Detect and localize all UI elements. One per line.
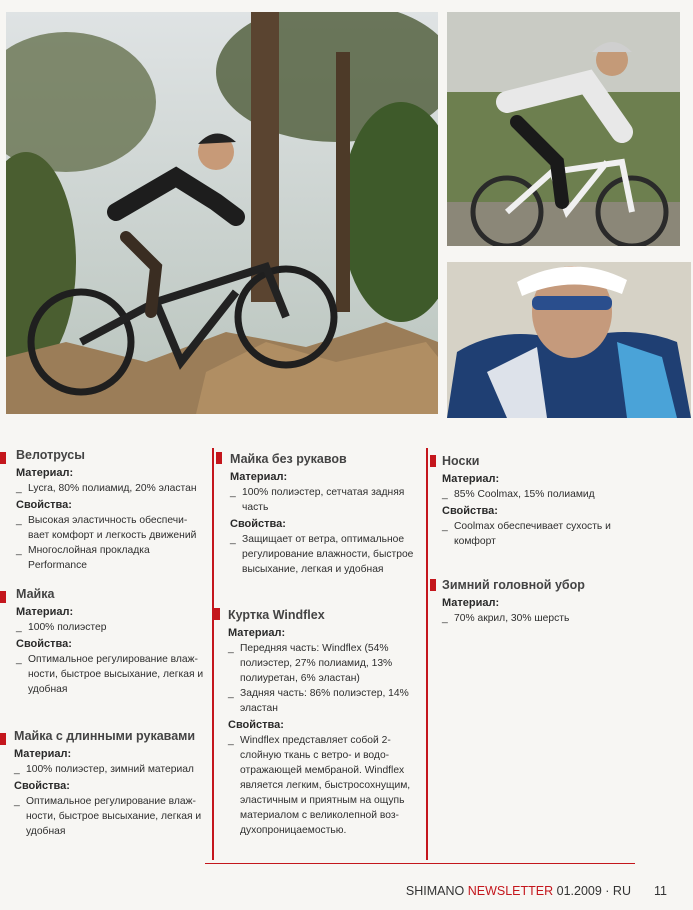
dash-icon: _: [14, 796, 20, 807]
properties-label: Свойства:: [230, 518, 286, 530]
list-item: _ Защищает от ветра, оптимальное регулирование влажности, быстрое высыхание, легкая и удобная: [230, 534, 414, 575]
footer-issue: 01.2009 · RU: [556, 884, 631, 898]
dash-icon: _: [16, 622, 22, 633]
footer-title: [406, 884, 631, 898]
list-item: _ Lycra, 80% полиамид, 20% эластан: [16, 483, 197, 494]
column-3: [432, 448, 632, 863]
column-2: [220, 448, 420, 863]
list-item: _ 100% полиэстер, сетчатая задняя часть: [230, 487, 405, 513]
material-label: Материал:: [228, 627, 286, 639]
list-item: _ 70% акрил, 30% шерсть: [442, 613, 570, 624]
column-divider: [426, 448, 428, 860]
material-label: Материал:: [230, 471, 288, 483]
properties-label: Свойства:: [14, 780, 70, 792]
section-title: Зимний головной убор: [442, 578, 585, 592]
properties-label: Свойства:: [228, 719, 284, 731]
material-label: Материал:: [16, 606, 74, 618]
material-label: Материал:: [442, 597, 500, 609]
dash-icon: _: [228, 735, 234, 746]
section-title: Майка: [16, 587, 55, 601]
section-title: Майка без рукавов: [230, 452, 347, 466]
list-item: _ Оптимальное регулирование влаж-ности, быстрое высыхание, легкая и удобная: [16, 654, 204, 695]
dash-icon: _: [16, 515, 22, 526]
section-marker: [214, 608, 220, 620]
properties-label: Свойства:: [16, 499, 72, 511]
footer-newsletter: NEWSLETTER: [467, 884, 554, 898]
list-item: _ Передняя часть: Windflex (54% полиэстер, 27% полиамид, 13% полиуретан, 6% эластан): [228, 643, 393, 684]
section-marker: [430, 455, 436, 467]
photo-road-cyclist: [447, 12, 680, 246]
page-number: 11: [654, 884, 667, 898]
photo-mountain-biker: [6, 12, 438, 414]
list-item: _ 100% полиэстер: [16, 622, 107, 633]
footer-brand: SHIMANO: [405, 884, 465, 898]
dash-icon: _: [16, 654, 22, 665]
section-title: Носки: [442, 454, 480, 468]
photo-cyclist-portrait: [447, 262, 691, 418]
list-item: _ Windflex представляет собой 2-слойную ткань с ветро- и водо-отражающей мембраной. Windflex является легким, быстросохнущим, эластичным и приятным на ощупь материалом с великолепной воз-духопроницаемостью.: [228, 735, 411, 836]
list-item: _ Coolmax обеспечивает сухость и комфорт: [442, 521, 611, 547]
list-item: _ 85% Coolmax, 15% полиамид: [442, 489, 595, 500]
dash-icon: _: [442, 613, 448, 624]
section-marker: [216, 452, 222, 464]
list-item: _ 100% полиэстер, зимний материал: [14, 764, 194, 775]
material-label: Материал:: [442, 473, 500, 485]
dash-icon: _: [442, 521, 448, 532]
dash-icon: _: [228, 688, 234, 699]
list-item: _ Многослойная прокладка Performance: [16, 545, 150, 571]
section-title: Велотрусы: [16, 448, 85, 462]
dash-icon: _: [228, 643, 234, 654]
material-label: Материал:: [14, 748, 72, 760]
material-label: Материал:: [16, 467, 74, 479]
section-winter-hat: [442, 578, 632, 626]
section-title: Куртка Windflex: [228, 608, 325, 622]
dash-icon: _: [442, 489, 448, 500]
section-windflex-jacket: [228, 608, 422, 838]
list-item: _ Оптимальное регулирование влаж-ности, быстрое высыхание, легкая и удобная: [14, 796, 202, 837]
dash-icon: _: [230, 487, 236, 498]
section-jersey: [0, 587, 207, 697]
list-item: _ Высокая эластичность обеспечи-вает комфорт и легкость движений: [16, 515, 197, 541]
dash-icon: _: [16, 483, 22, 494]
section-cycling-shorts: [0, 448, 207, 573]
properties-label: Свойства:: [442, 505, 498, 517]
section-sleeveless-jersey: [230, 452, 422, 577]
dash-icon: _: [16, 545, 22, 556]
column-1: [0, 448, 207, 863]
section-long-sleeve-jersey: [0, 729, 207, 839]
properties-label: Свойства:: [16, 638, 72, 650]
section-marker: [430, 579, 436, 591]
section-title: Майка с длинными рукавами: [14, 729, 196, 743]
footer-rule: [205, 863, 635, 864]
section-socks: [442, 454, 632, 549]
list-item: _ Задняя часть: 86% полиэстер, 14% эластан: [228, 688, 409, 714]
dash-icon: _: [14, 764, 20, 775]
column-divider: [212, 448, 214, 860]
dash-icon: _: [230, 534, 236, 545]
